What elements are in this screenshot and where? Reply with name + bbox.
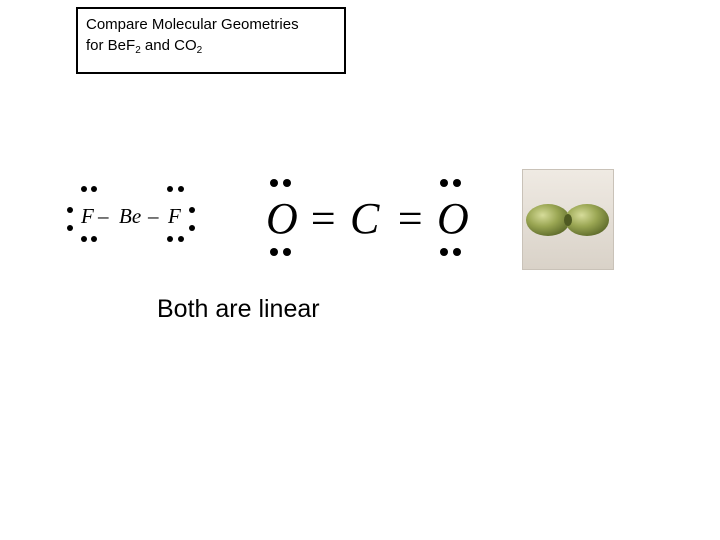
be-atom: Be [119,204,142,228]
title-line-1: Compare Molecular Geometries [86,16,299,33]
lone-pair-dot [440,179,448,187]
bond-right: – [148,204,159,228]
title-sub-1: 2 [135,45,141,56]
balloon-model-graphic [523,170,613,269]
caption-text: Both are linear [157,295,320,323]
f-atom-right: F [168,204,181,228]
double-bond-right: = [395,194,425,243]
title-mid: and CO [140,37,197,54]
balloon-model-image [522,169,614,270]
lone-pair-dot [270,179,278,187]
lone-pair-dot [283,248,291,256]
title-sub-2: 2 [196,45,203,56]
lone-pair-dot [283,179,291,187]
f-atom-left: F [81,204,94,228]
lone-pair-dot [440,248,448,256]
lone-pair-dot [453,179,461,187]
o-atom-right: O [437,194,469,243]
c-atom: C [350,194,380,243]
double-bond-left: = [308,194,338,243]
lone-pair-dot [270,248,278,256]
bond-left: – [98,204,109,228]
title-prefix: for BeF [86,37,136,54]
o-atom-left: O [266,194,298,243]
lone-pair-dot [453,248,461,256]
